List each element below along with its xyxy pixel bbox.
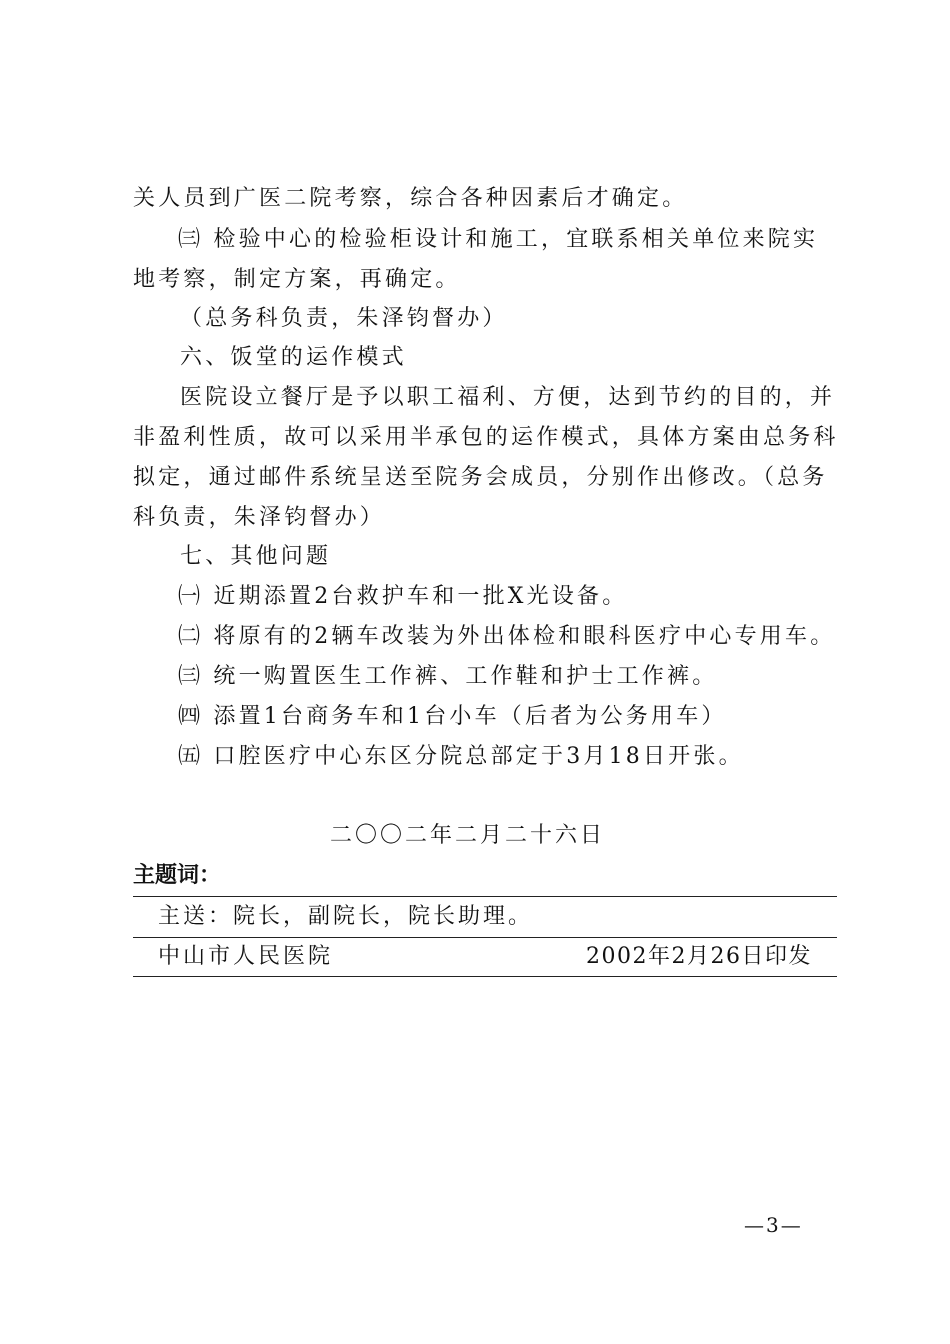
body-line-8: 拟定，通过邮件系统呈送至院务会成员，分别作出修改。（总务 [133,465,828,490]
issuer-name: 中山市人民医院 [158,944,334,969]
recipients-line: 主送：院长，副院长，院长助理。 [158,904,534,929]
body-line-1: 关人员到广医二院考察，综合各种因素后才确定。 [133,186,688,211]
document-date: 二〇〇二年二月二十六日 [330,823,606,848]
print-date: 2002年2月26日印发 [586,944,812,969]
list-item-5: ㈤ 口腔医疗中心东区分院总部定于3月18日开张。 [178,744,744,769]
subject-words-label: 主题词： [133,863,222,888]
page-number: —3— [744,1213,803,1237]
list-item-2: ㈡ 将原有的2辆车改装为外出体检和眼科医疗中心专用车。 [178,624,836,649]
list-item-1: ㈠ 近期添置2台救护车和一批X光设备。 [178,584,628,609]
list-item-3: ㈢ 统一购置医生工作裤、工作鞋和护士工作裤。 [178,664,718,689]
section-heading-7: 七、其他问题 [180,544,332,569]
footer-rule-bottom [133,976,837,977]
section-heading-6: 六、饭堂的运作模式 [180,345,407,370]
body-line-9: 科负责，朱泽钧督办） [133,505,386,530]
list-item-4: ㈣ 添置1台商务车和1台小车（后者为公务用车） [178,704,727,729]
body-line-3: 地考察，制定方案，再确定。 [133,267,461,292]
body-line-4: （总务科负责，朱泽钧督办） [180,306,508,331]
body-line-2: ㈢ 检验中心的检验柜设计和施工，宜联系相关单位来院实 [178,227,819,252]
body-line-6: 医院设立餐厅是予以职工福利、方便，达到节约的目的，并 [180,385,836,410]
footer-rule-top [133,896,837,897]
body-line-7: 非盈利性质，故可以采用半承包的运作模式，具体方案由总务科 [133,425,839,450]
